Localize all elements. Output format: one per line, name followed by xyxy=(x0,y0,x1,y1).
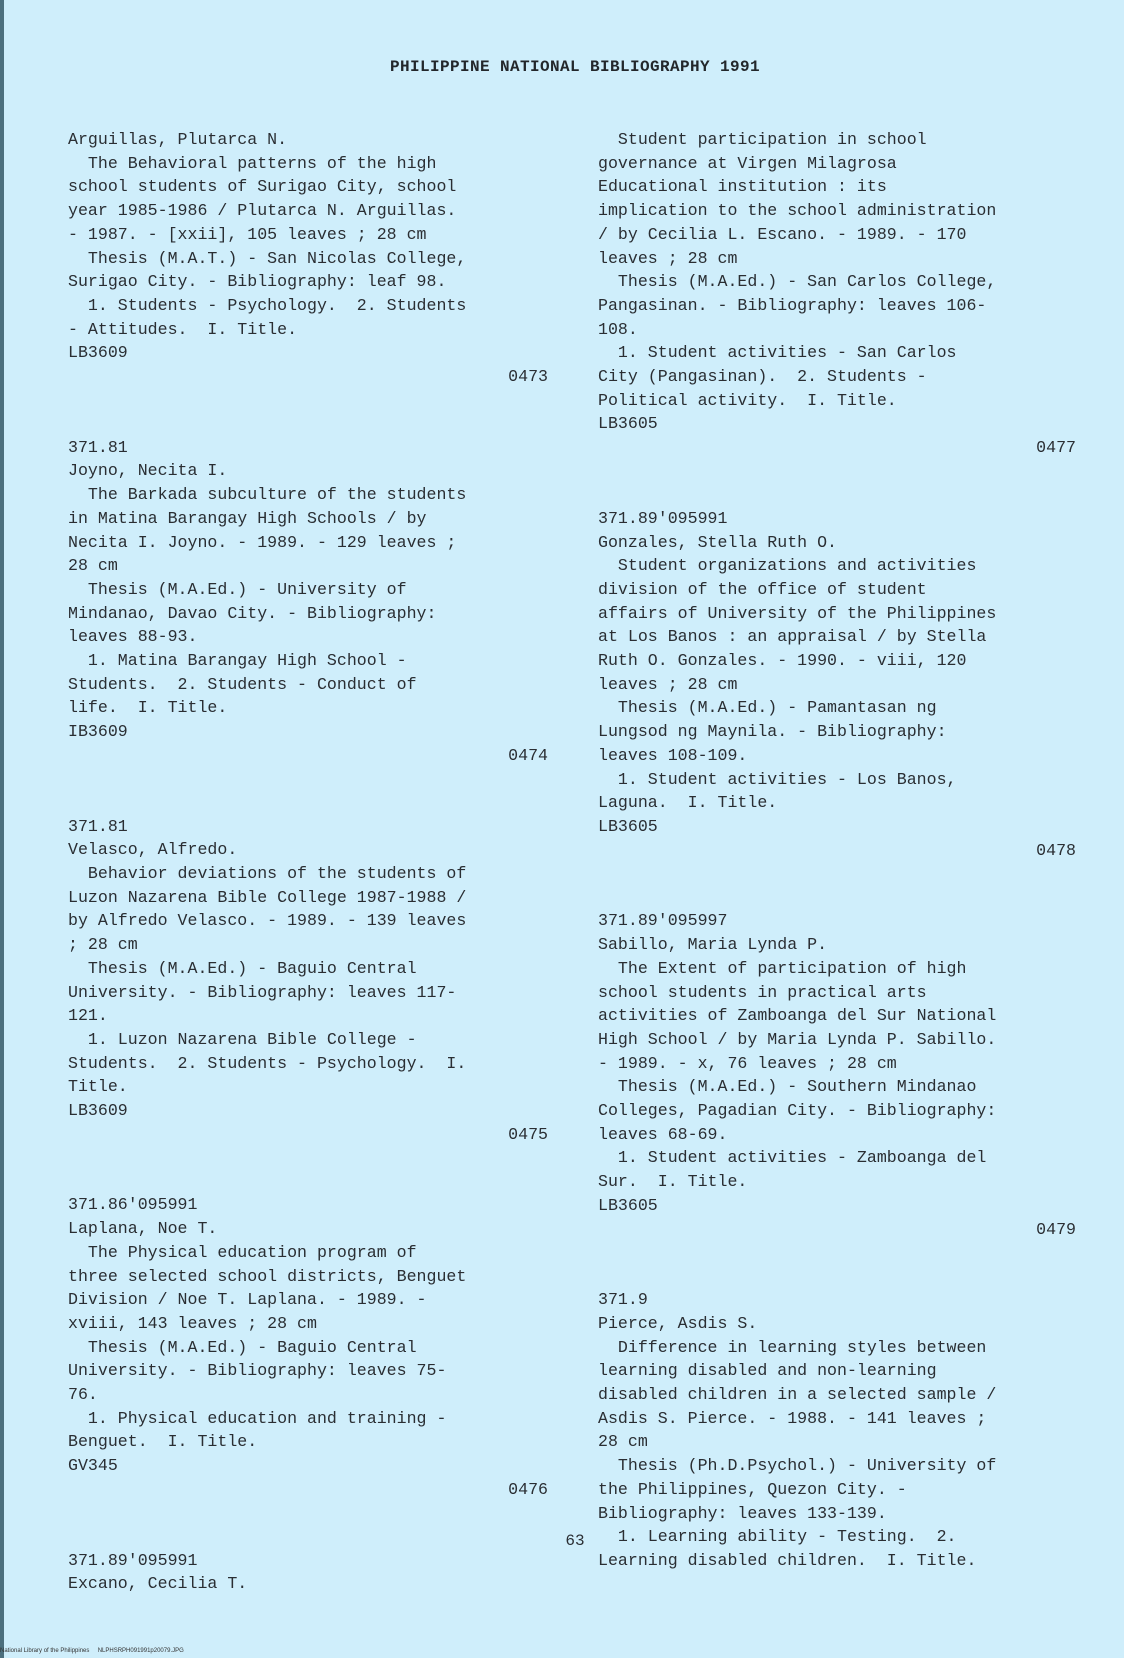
entry-line: 121. xyxy=(68,1006,108,1026)
entry-line: Laguna. I. Title. xyxy=(598,793,778,813)
entry-line: leaves 108-109. xyxy=(598,745,748,765)
bibliography-entry xyxy=(598,128,1076,507)
entry-line: 371.86'095991 xyxy=(68,1195,198,1215)
entry-line: 1. Student activities - Zamboanga del xyxy=(598,1148,987,1168)
entry-line: at Los Banos : an appraisal / by Stella xyxy=(598,627,987,647)
entry-line: Colleges, Pagadian City. - Bibliography: xyxy=(598,1101,997,1121)
entry-line: 1. Physical education and training - xyxy=(68,1408,447,1428)
entry-line: Sur. I. Title. xyxy=(598,1172,748,1192)
entry-line: 371.89'095991 xyxy=(598,508,728,528)
entry-line: Asdis S. Pierce. - 1988. - 141 leaves ; xyxy=(598,1408,987,1428)
entry-line: 1. Student activities - San Carlos xyxy=(598,343,957,363)
entry-line: 371.9 xyxy=(598,1290,648,1310)
entry-line: school students in practical arts xyxy=(598,982,927,1002)
entry-line: Pierce, Asdis S. xyxy=(598,1313,758,1333)
entry-line: Lungsod ng Maynila. - Bibliography: xyxy=(598,722,947,742)
entry-line: Thesis (M.A.Ed.) - University of xyxy=(68,579,407,599)
entry-line: Learning disabled children. I. Title. xyxy=(598,1550,977,1570)
entry-line: Gonzales, Stella Ruth O. xyxy=(598,532,837,552)
entry-line: Pangasinan. - Bibliography: leaves 106- xyxy=(598,295,987,315)
entry-line: Ruth O. Gonzales. - 1990. - viii, 120 xyxy=(598,651,967,671)
entry-line: implication to the school administration xyxy=(598,201,997,221)
bibliography-entry xyxy=(598,909,1076,1288)
right-column xyxy=(598,128,1076,1573)
entry-line: division of the office of student xyxy=(598,579,927,599)
bibliography-entry xyxy=(68,436,548,815)
scan-footer: National Library of the Philippines NLPHSRPH091991p20079.JPG xyxy=(0,1648,184,1654)
entry-line: IB3609 xyxy=(68,722,128,742)
entry-gap xyxy=(68,389,548,436)
entry-line: Arguillas, Plutarca N. xyxy=(68,130,288,149)
entry-line: Joyno, Necita I. xyxy=(68,461,228,481)
entry-line: Excano, Cecilia T. xyxy=(68,1574,248,1594)
entry-line: Student participation in school xyxy=(598,130,927,149)
entry-line: 1. Student activities - Los Banos, xyxy=(598,769,957,789)
page-header: PHILIPPINE NATIONAL BIBLIOGRAPHY 1991 xyxy=(389,58,761,76)
entry-line: Laplana, Noe T. xyxy=(68,1219,218,1239)
entry-line: Thesis (M.A.Ed.) - Baguio Central xyxy=(68,958,417,978)
entry-line: 371.81 xyxy=(68,816,128,836)
entry-number: 0478 xyxy=(1036,840,1076,860)
entry-line: Bibliography: leaves 133-139. xyxy=(598,1503,887,1523)
entry-line: governance at Virgen Milagrosa xyxy=(598,153,897,173)
entry-line: 371.89'095991 xyxy=(68,1550,198,1570)
entry-line: Title. xyxy=(68,1077,128,1097)
entry-number: 0473 xyxy=(508,367,548,387)
entry-number: 0475 xyxy=(508,1124,548,1144)
entry-line: Benguet. I. Title. xyxy=(68,1432,258,1452)
entry-line: Students. 2. Students - Conduct of xyxy=(68,674,417,694)
bibliography-entry xyxy=(68,815,548,1194)
entry-line: Thesis (Ph.D.Psychol.) - University of xyxy=(598,1456,997,1476)
bibliography-entry xyxy=(68,128,548,436)
bibliography-entry xyxy=(68,1193,548,1548)
entry-line: 371.89'095997 xyxy=(598,911,728,931)
entry-line: The Extent of participation of high xyxy=(598,958,967,978)
entry-line: Students. 2. Students - Psychology. I. xyxy=(68,1053,467,1073)
bibliography-entry xyxy=(598,507,1076,910)
entry-line: Division / Noe T. Laplana. - 1989. - xyxy=(68,1290,427,1310)
entry-line: disabled children in a selected sample / xyxy=(598,1385,997,1405)
entry-line: LB3605 xyxy=(598,414,658,434)
entry-line: LB3605 xyxy=(598,816,658,836)
bibliography-entry xyxy=(598,1288,1076,1572)
entry-line: Velasco, Alfredo. xyxy=(68,840,238,860)
entry-line: school students of Surigao City, school xyxy=(68,177,457,197)
entry-line: Surigao City. - Bibliography: leaf 98. xyxy=(68,272,447,292)
entry-gap xyxy=(598,460,1076,507)
entry-gap xyxy=(598,1241,1076,1288)
entry-line: University. - Bibliography: leaves 117- xyxy=(68,982,457,1002)
entry-line: Political activity. I. Title. xyxy=(598,390,897,410)
entry-line: Thesis (M.A.Ed.) - Baguio Central xyxy=(68,1337,417,1357)
entry-line: Thesis (M.A.Ed.) - San Carlos College, xyxy=(598,272,997,292)
entry-line: The Barkada subculture of the students xyxy=(68,485,467,505)
entry-line: 371.81 xyxy=(68,437,128,457)
entry-line: by Alfredo Velasco. - 1989. - 139 leaves xyxy=(68,911,467,931)
entry-line: Mindanao, Davao City. - Bibliography: xyxy=(68,603,437,623)
entry-line: learning disabled and non-learning xyxy=(598,1361,937,1381)
entry-gap xyxy=(68,768,548,815)
entry-line: leaves 88-93. xyxy=(68,627,198,647)
entry-line: three selected school districts, Benguet xyxy=(68,1266,467,1286)
entry-line: leaves ; 28 cm xyxy=(598,248,738,268)
entry-line: year 1985-1986 / Plutarca N. Arguillas. xyxy=(68,201,457,221)
entry-line: Necita I. Joyno. - 1989. - 129 leaves ; xyxy=(68,532,457,552)
entry-line: Educational institution : its xyxy=(598,177,887,197)
entry-line: the Philippines, Quezon City. - xyxy=(598,1479,907,1499)
entry-line: 1. Luzon Nazarena Bible College - xyxy=(68,1029,417,1049)
entry-line: affairs of University of the Philippines xyxy=(598,603,997,623)
entry-line: - 1987. - [xxii], 105 leaves ; 28 cm xyxy=(68,224,427,244)
entry-line: ; 28 cm xyxy=(68,935,138,955)
entry-number: 0476 xyxy=(508,1479,548,1499)
left-column xyxy=(68,128,548,1596)
entry-line: 28 cm xyxy=(598,1432,648,1452)
entry-line: LB3605 xyxy=(598,1195,658,1215)
entry-line: Thesis (M.A.Ed.) - Southern Mindanao xyxy=(598,1077,977,1097)
entry-line: Thesis (M.A.T.) - San Nicolas College, xyxy=(68,248,467,268)
entry-line: 108. xyxy=(598,319,638,339)
entry-line: - 1989. - x, 76 leaves ; 28 cm xyxy=(598,1053,897,1073)
entry-line: in Matina Barangay High Schools / by xyxy=(68,508,427,528)
entry-line: 28 cm xyxy=(68,556,118,576)
entry-line: City (Pangasinan). 2. Students - xyxy=(598,367,927,387)
entry-line: activities of Zamboanga del Sur National xyxy=(598,1006,997,1026)
entry-line: LB3609 xyxy=(68,1101,128,1121)
entry-line: Behavior deviations of the students of xyxy=(68,863,467,883)
entry-line: University. - Bibliography: leaves 75- xyxy=(68,1361,447,1381)
entry-gap xyxy=(598,862,1076,909)
entry-line: life. I. Title. xyxy=(68,698,228,718)
entry-line: leaves 68-69. xyxy=(598,1124,728,1144)
page-number: 63 xyxy=(565,1532,585,1550)
bibliography-entry xyxy=(68,1549,548,1596)
entry-line: Thesis (M.A.Ed.) - Pamantasan ng xyxy=(598,698,937,718)
scan-edge xyxy=(0,0,4,1658)
entry-line: / by Cecilia L. Escano. - 1989. - 170 xyxy=(598,224,967,244)
entry-line: xviii, 143 leaves ; 28 cm xyxy=(68,1313,317,1333)
entry-line: Luzon Nazarena Bible College 1987-1988 / xyxy=(68,887,467,907)
entry-line: 1. Learning ability - Testing. 2. xyxy=(598,1527,957,1547)
entry-line: The Physical education program of xyxy=(68,1242,417,1262)
entry-number: 0479 xyxy=(1036,1219,1076,1239)
entry-line: Difference in learning styles between xyxy=(598,1337,987,1357)
entry-line: High School / by Maria Lynda P. Sabillo. xyxy=(598,1029,997,1049)
entry-line: 76. xyxy=(68,1385,98,1405)
entry-line: Sabillo, Maria Lynda P. xyxy=(598,935,828,955)
entry-gap xyxy=(68,1146,548,1193)
entry-line: LB3609 xyxy=(68,343,128,363)
entry-line: leaves ; 28 cm xyxy=(598,674,738,694)
entry-line: - Attitudes. I. Title. xyxy=(68,319,298,339)
entry-line: The Behavioral patterns of the high xyxy=(68,153,437,173)
entry-number: 0474 xyxy=(508,745,548,765)
entry-line: 1. Matina Barangay High School - xyxy=(68,651,407,671)
entry-number: 0477 xyxy=(1036,438,1076,458)
entry-line: Student organizations and activities xyxy=(598,556,977,576)
entry-line: 1. Students - Psychology. 2. Students xyxy=(68,295,467,315)
entry-line: GV345 xyxy=(68,1456,118,1476)
